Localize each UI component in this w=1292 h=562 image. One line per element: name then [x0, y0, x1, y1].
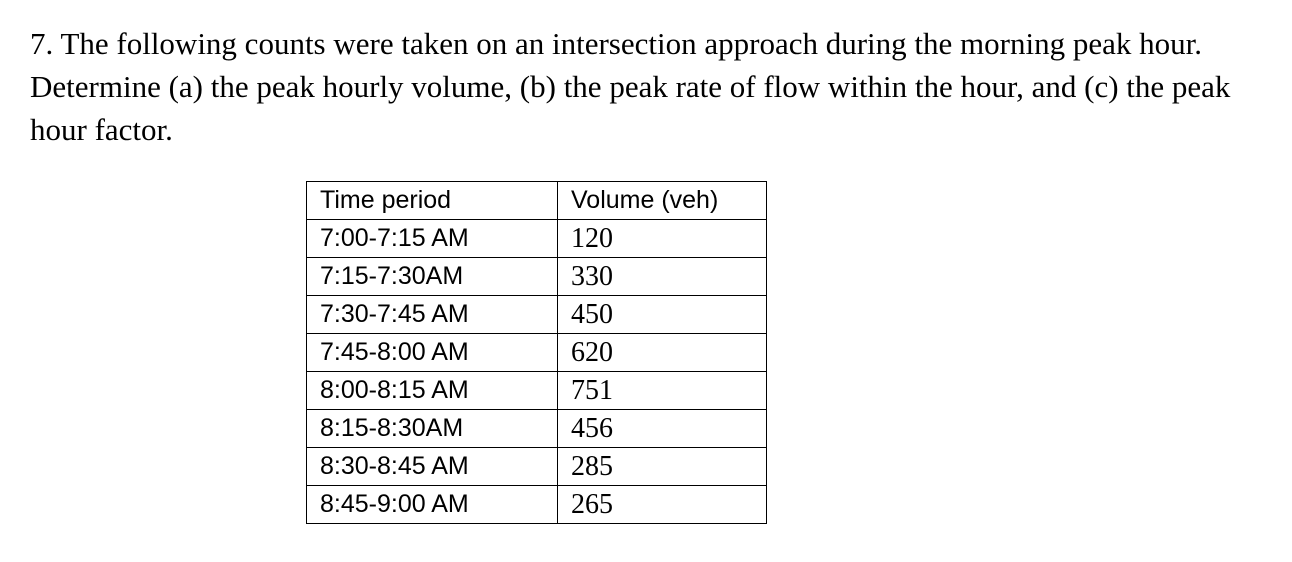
- volume-cell: 450: [558, 296, 767, 334]
- time-period-cell: 7:00-7:15 AM: [307, 220, 558, 258]
- table-row: [307, 410, 767, 448]
- table-header-row: [307, 182, 767, 220]
- table-row: [307, 220, 767, 258]
- time-period-cell: 7:45-8:00 AM: [307, 334, 558, 372]
- table-row: [307, 486, 767, 524]
- time-period-cell: 8:00-8:15 AM: [307, 372, 558, 410]
- table-row: [307, 334, 767, 372]
- table-row: [307, 372, 767, 410]
- volume-cell: 265: [558, 486, 767, 524]
- volume-cell: 330: [558, 258, 767, 296]
- volume-cell: 620: [558, 334, 767, 372]
- problem-statement: 7. The following counts were taken on an intersection approach during the morning peak hour. Determine (a) the peak hourly volume, (b) the peak rate of flow within the hour, and (c) the peak hour factor.: [30, 26, 1231, 147]
- header-time-period: Time period: [307, 182, 558, 220]
- time-period-cell: 7:15-7:30AM: [307, 258, 558, 296]
- time-period-cell: 7:30-7:45 AM: [307, 296, 558, 334]
- time-period-cell: 8:45-9:00 AM: [307, 486, 558, 524]
- header-volume: Volume (veh): [558, 182, 767, 220]
- table-row: [307, 448, 767, 486]
- volume-cell: 285: [558, 448, 767, 486]
- time-period-cell: 8:30-8:45 AM: [307, 448, 558, 486]
- table-row: [307, 296, 767, 334]
- table-row: [307, 258, 767, 296]
- traffic-count-table: [306, 181, 767, 524]
- volume-cell: 751: [558, 372, 767, 410]
- volume-cell: 120: [558, 220, 767, 258]
- volume-cell: 456: [558, 410, 767, 448]
- time-period-cell: 8:15-8:30AM: [307, 410, 558, 448]
